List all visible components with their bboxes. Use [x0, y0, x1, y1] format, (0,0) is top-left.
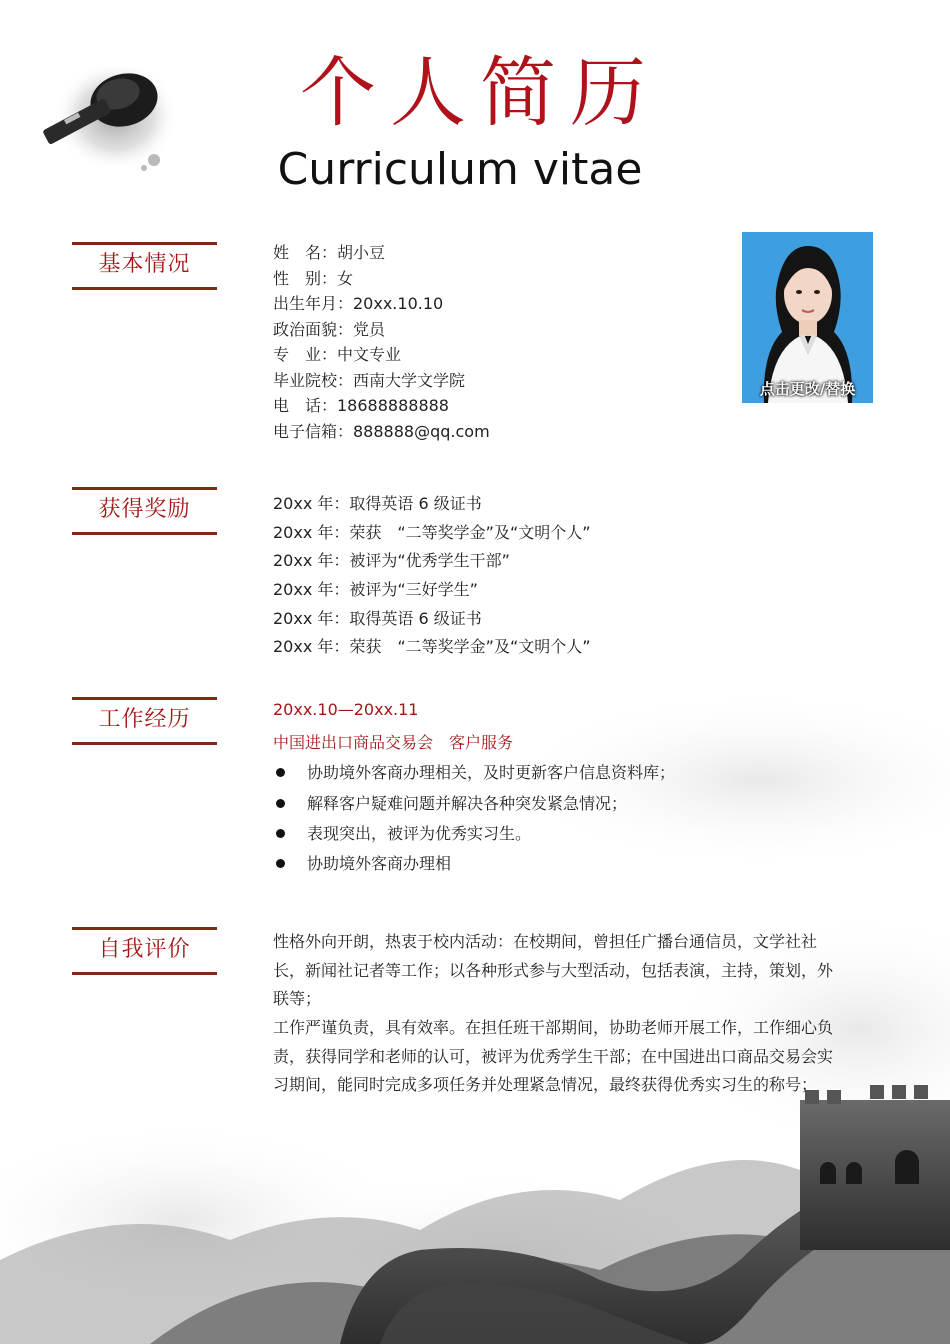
- page-subtitle: Curriculum vitae: [277, 144, 643, 195]
- bullet-icon: [276, 799, 285, 808]
- award-item: 20xx 年：被评为“优秀学生干部”: [273, 551, 510, 570]
- award-item: 20xx 年：荣获 “二等奖学金”及“文明个人”: [273, 637, 591, 656]
- work-duty: 协助境外客商办理相: [273, 851, 451, 874]
- section-heading-work: 工作经历: [72, 697, 217, 745]
- section-heading-self: 自我评价: [72, 927, 217, 975]
- work-duty: 协助境外客商办理相关，及时更新客户信息资料库；: [273, 760, 675, 783]
- basic-email: 电子信箱：888888@qq.com: [273, 422, 490, 441]
- bullet-icon: [276, 829, 285, 838]
- photo-replace-button[interactable]: 点击更改/替换: [759, 380, 856, 398]
- basic-political: 政治面貌：党员: [273, 320, 386, 339]
- basic-major: 专 业：中文专业: [273, 345, 402, 364]
- award-item: 20xx 年：取得英语 6 级证书: [273, 494, 482, 513]
- work-duty: 解释客户疑难问题并解决各种突发紧急情况；: [273, 791, 627, 814]
- basic-phone: 电 话：18688888888: [273, 396, 449, 415]
- section-heading-awards: 获得奖励: [72, 487, 217, 535]
- bullet-icon: [276, 859, 285, 868]
- bullet-icon: [276, 768, 285, 777]
- self-eval-paragraph-2: 工作严谨负责，具有效率。在担任班干部期间，协助老师开展工作，工作细心负责，获得同学和老师的认可，被评为优秀学生干部；在中国进出口商品交易会实习期间，能同时完成多项任务并处理紧急情况，最终获得优秀实习生的称号；: [273, 1018, 834, 1094]
- page-title: 个人简历: [300, 48, 660, 137]
- work-period: 20xx.10—20xx.11: [273, 700, 419, 719]
- self-eval-paragraph-1: 性格外向开朗，热衷于校内活动：在校期间，曾担任广播台通信员，文学社社长，新闻社记者等工作；以各种形式参与大型活动，包括表演，主持，策划，外联等；: [273, 932, 834, 1008]
- basic-gender: 性 别：女: [273, 269, 354, 288]
- basic-name: 姓 名：胡小豆: [273, 243, 386, 262]
- award-item: 20xx 年：荣获 “二等奖学金”及“文明个人”: [273, 523, 591, 542]
- work-company: 中国进出口商品交易会 客户服务: [273, 733, 514, 752]
- work-duty: 表现突出，被评为优秀实习生。: [273, 821, 531, 844]
- basic-birth: 出生年月：20xx.10.10: [273, 294, 444, 313]
- award-item: 20xx 年：被评为“三好学生”: [273, 580, 478, 599]
- award-item: 20xx 年：取得英语 6 级证书: [273, 609, 482, 628]
- section-heading-basic: 基本情况: [72, 242, 217, 290]
- basic-school: 毕业院校：西南大学文学院: [273, 371, 466, 390]
